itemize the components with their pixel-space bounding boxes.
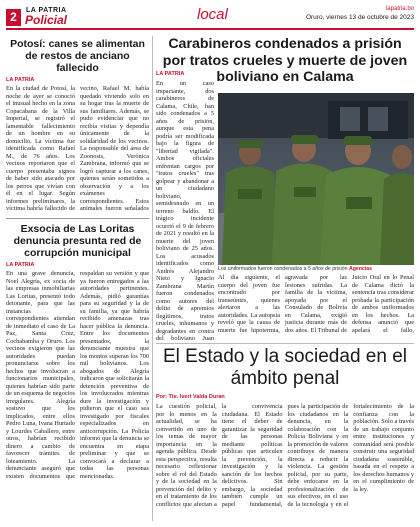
story-potosi-headline: Potosí: canes se alimentan de restos de anciano fallecido — [10, 38, 145, 74]
column-divider — [152, 36, 153, 521]
story-loritas — [6, 214, 149, 521]
story-loritas-byline: LA PATRIA — [6, 262, 35, 268]
main-story-headline-wrap — [156, 36, 414, 86]
brand-name: LA PATRIA — [26, 7, 67, 14]
story-divider — [6, 218, 149, 219]
photo-caption — [218, 266, 414, 272]
opinion-body: La cuestión policial, por lo menos en la actualidad, se ha convertido en uno de los temas de mayor importancia en la agenda pública. Desde esta perspectiva, resulta necesario reflexionar sobre el rol del Estado y de la sociedad en la prevención del delito y en el tratamiento de los conflictos que afectan a la convivencia ciudadana. El Estado tiene el deber de garantizar la seguridad de las personas mediante políticas públicas que articulen la prevención, la investigación y la sanción de los hechos delictivos. Sin embargo, la sociedad también cumple un papel fundamental, pues la participación de los ciudadanos en la denuncia, en la colaboración con la Policía Boliviana y en la promoción de valores contribuye de manera directa a reducir la violencia. La gestión policial, por su parte, debe enfocarse en la profesionalización de sus efectivos, en el uso de la tecnología y en el fortalecimiento de la confianza con la población. Solo a través de un trabajo conjunto entre instituciones y comunidad será posible construir una seguridad ciudadana sostenible, basada en el respeto a los derechos humanos y en el cumplimiento de la ley. — [156, 403, 414, 508]
brand-section: Policial — [25, 13, 68, 27]
site-name: lapatria.bo — [385, 6, 414, 12]
section-rule — [156, 343, 414, 344]
main-story-lead — [156, 80, 214, 340]
page-header — [0, 0, 420, 34]
story-potosi-body: En la ciudad de Potosí, la noche de ayer se conoció el inusual hecho en la zona Copacabana de la Villa Imperial, se registró el lamentable fallecimiento de un hombre en su domicilio. La víctima fue identificada como Rafael M., de 76 años. Los vecinos reportaron que el cuerpo presentaba signos de haber sido atacado por los perros que vivían con él en el lugar. Según informes preliminares, la víctima habría fallecido de vecino, Rafael M. había quedado viviendo solo en su hogar tras la muerte de sus familiares. Además, se pudo evidenciar que no recibía visitas y dependía únicamente de la solidaridad de los vecinos. La responsable del área de Zoonosis, Verónica Zambrana, informó que se logró capturar a los canes, quienes serán sometidos a observación y a los exámenes correspondientes. Estos animales fueron señalados — [6, 85, 149, 210]
story-loritas-body: En una grave denuncia, Noel Alegría, ex socia de las empresas inmobiliarias Las Loritas, presentó todo detonante, para que las instancias correspondientes atiendan de inmediato el caso de La Paz, Santa Cruz, Cochabamba y Oruro. Los vecinos exigieron que las autoridades puedan pronunciarse sobre los hechos que involucran a funcionarios municipales, quienes habrían sido parte de un esquema de negocios irregulares. Alegría sostuvo que los implicados, entre ellos Pedro Luna, Ivana Hurtado y Lourdes Caballero, entre otros, habrían recibido dinero a cambio de favorecer trámites de loteamiento. La denunciante aseguró que existen documentos que respaldan su versión y que ya fueron entregados a las autoridades pertinentes. Además, pidió garantías para su seguridad y la de su familia, ya que habría recibido amenazas tras hacer pública la denuncia. Entre los documentos presentados, la denunciante muestra que los montos superan los 700 mil bolivianos. Los abogados de Alegría indicaron que solicitarán la detención preventiva de los involucrados mientras dure la investigación y pidieron que el caso sea investigado por fiscales especializados en anticorrupción. La Policía informó que la denuncia se encuentra en etapa preliminar y que se convocará a declarar a todas las personas mencionadas. — [6, 270, 149, 480]
page-number: 2 — [6, 9, 21, 26]
opinion-byline: Por: Tte. Ivert Valda Duran — [156, 394, 225, 400]
main-story-continued: Al día siguiente, el cuerpo del joven fue encontrado por transeúntes, quienes alertaron a las autoridades. La autopsia reveló que la causa de muerte fue hipotermia, agravada por las lesiones sufridas. La familia de la víctima, apoyada por el Consulado de Bolivia en Calama, exigió justicia durante más de dos años. El Tribunal de Juicio Oral en lo Penal de Calama dictó la sentencia tras considerar probada la participación de ambos uniformados en los hechos. La defensa anunció que apelará el fallo, — [218, 274, 414, 334]
section-title: local — [197, 6, 228, 23]
photo-caption-credit: Agencias — [348, 266, 373, 272]
story-potosi — [6, 38, 149, 210]
story-loritas-headline: Exsocia de Las Loritas denuncia presunta red de corrupción municipal — [13, 223, 142, 259]
header-rule — [6, 28, 414, 30]
main-story-headline: Carabineros condenados a prisión por tratos crueles y muerte de joven boliviano en Calama — [162, 36, 408, 85]
main-story-photo — [218, 93, 414, 265]
issue-date: Oruro, viernes 13 de octubre de 2023 — [305, 14, 414, 21]
main-story-byline: LA PATRIA — [156, 71, 185, 77]
story-potosi-byline: LA PATRIA — [6, 77, 35, 83]
police-officers-photo — [218, 93, 414, 265]
photo-caption-text: Los uniformados fueron condenados a 5 años de prisión — [218, 266, 348, 272]
main-story-lead-text: En un caso impactante, dos carabineros de Calama, Chile, han sido condenados a 5 años de prisión, aunque esta pena podría ser modificada bajo la figura de "libertad vigilada". Ambos oficiales enfrentan cargos por "tratos crueles" tras golpear y abandonar a un ciudadano boliviano, semidesnudo en un terreno baldío. El trágico incidente ocurrió el 9 de febrero de 2021 y resultó en la muerte del joven boliviano de 25 años. Los acusados identificados como Andrés Alejandro Nieto y Ignacio Zambrana Martín fueron condenados como autores del delito de apremios ilegítimos, tratos crueles, inhumanos y degradantes en contra del boliviano Juan — [156, 80, 214, 340]
opinion-headline: El Estado y la sociedad en el ámbito penal — [163, 346, 407, 389]
